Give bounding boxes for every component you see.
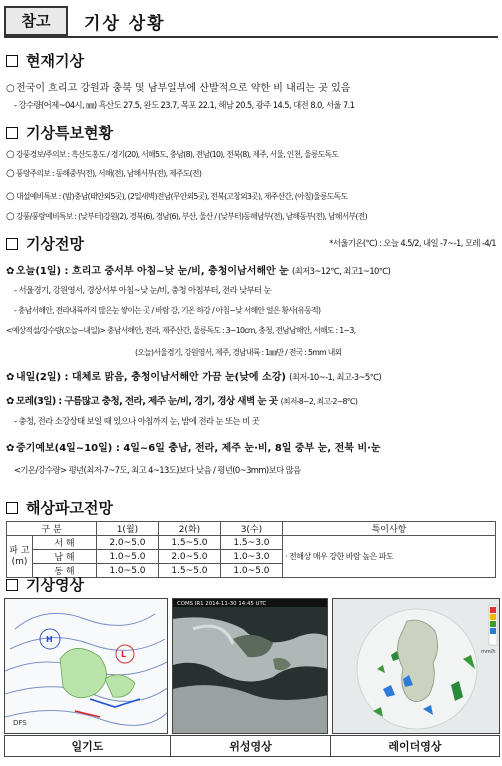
today-forecast-heading: ✿ 오늘(1일) : 흐리고 중서부 아침~낮 눈/비, 충청이남서해안 눈 (최저3~12℃, 최고1~10℃) xyxy=(6,266,391,277)
circle-bullet-icon: ○ xyxy=(6,168,15,179)
tomorrow-forecast-heading: ✿ 내일(2일) : 대체로 맑음, 충청이남서해안 가끔 눈(낮에 소강) (최저-10~-1, 최고-3~5℃) xyxy=(6,372,382,383)
circle-bullet-icon: ○ xyxy=(6,191,15,202)
section-imagery xyxy=(6,574,84,595)
warning-item: ○ 풍랑주의보 : 동해중부(전), 서해(전), 남해서부(전), 제주도(전) xyxy=(6,168,202,179)
header-cell: 3(수) xyxy=(220,522,282,536)
section-title: 해상파고전망 xyxy=(26,499,113,517)
sea-name: 서 해 xyxy=(33,536,97,550)
section-title: 기상영상 xyxy=(26,576,84,594)
special-note: · 전해상 매우 강한 바람 높은 파도 xyxy=(282,536,495,578)
table-cell: 1.0~5.0 xyxy=(96,550,158,564)
table-cell: 1.5~3.0 xyxy=(220,536,282,550)
flower-bullet-icon: ✿ xyxy=(6,443,15,454)
section-forecast xyxy=(6,233,84,254)
rainfall-amounts: - 강수량(어제~04시, ㎜) 흑산도 27.5, 완도 23.7, 목포 22.1, 해남 20.5, 광주 14.5, 대전 8.0, 서울 7.1 xyxy=(14,100,355,110)
reference-tag: 참고 xyxy=(4,6,68,36)
circle-bullet-icon: ○ xyxy=(6,83,15,94)
section-title: 현재기상 xyxy=(26,52,84,70)
expected-snow-rain-cont: (오늘)서울경기, 강원영서, 제주, 경남내륙 : 1㎜만 / 전국 : 5mm 내외 xyxy=(135,348,342,357)
current-summary: ○전국이 흐리고 강원과 충북 및 남부일부에 산발적으로 약한 비 내리는 곳 있음 xyxy=(6,83,351,94)
caption-weather-chart: 일기도 xyxy=(5,736,171,757)
today-forecast-line: - 서울경기, 강원영서, 경상서부 아침~낮 눈/비, 충청 아침부터, 전라 낮부터 눈 xyxy=(14,285,272,295)
table-cell: 2.0~5.0 xyxy=(96,536,158,550)
section-warnings xyxy=(6,122,113,143)
svg-text:H: H xyxy=(46,635,53,644)
square-bullet-icon xyxy=(6,502,18,514)
seoul-temperature-note: *서울기온(℃) : 오늘 4.5/2, 내일 -7~-1, 모레 -4/1 xyxy=(329,238,496,248)
table-cell: 1.0~3.0 xyxy=(220,550,282,564)
today-forecast-line: - 충남서해안, 전라내륙까지 많은눈 쌓이는 곳 / 바람 강, 기온 하강 / 아침~낮 서해안 얼은 황사(유동적) xyxy=(14,306,321,315)
warning-item: ○ 강풍/풍랑예비특보 : (낮부터)강원(2), 경북(6), 경남(6), 부산, 울산 / (낮부터)동해남부(전), 남해동부(전), 남해서부(전) xyxy=(6,211,367,222)
flower-bullet-icon: ✿ xyxy=(6,396,15,407)
header-cell: 2(화) xyxy=(158,522,220,536)
page-title: 기상 상황 xyxy=(84,14,166,34)
row-label: 파 고 (m) xyxy=(7,536,33,578)
table-cell: 2.0~5.0 xyxy=(158,550,220,564)
radar-image xyxy=(332,598,500,734)
day3-forecast-line: - 충청, 전라 소강상태 보일 때 있으나 아침까지 눈, 밤에 전라 눈 또는 비 곳 xyxy=(14,416,260,426)
table-cell: 1.5~5.0 xyxy=(158,536,220,550)
satellite-image xyxy=(172,598,328,734)
circle-bullet-icon: ○ xyxy=(6,149,15,160)
week-forecast-heading: ✿ 중기예보(4일~10일) : 4일~6일 충남, 전라, 제주 눈·비, 8일 중부 눈, 전북 비·눈 xyxy=(6,443,381,454)
weather-chart-image xyxy=(4,598,168,734)
flower-bullet-icon: ✿ xyxy=(6,266,15,277)
header-cell: 구 분 xyxy=(7,522,97,536)
day3-forecast-heading: ✿ 모레(3일) : 구름많고 충청, 전라, 제주 눈/비, 경기, 경상 새벽 눈 곳 (최저-8~2, 최고-2~8℃) xyxy=(6,396,358,407)
header-cell: 특이사항 xyxy=(282,522,495,536)
table-cell: 1.0~5.0 xyxy=(220,564,282,578)
section-current xyxy=(6,50,84,71)
wave-height-table xyxy=(6,521,496,578)
svg-text:COMS IR1 2014-11-30 14:45 UTC: COMS IR1 2014-11-30 14:45 UTC xyxy=(177,601,267,607)
sea-name: 동 해 xyxy=(33,564,97,578)
circle-bullet-icon: ○ xyxy=(6,211,15,222)
section-title: 기상특보현황 xyxy=(26,124,113,142)
warning-item: ○ 대설예비특보 : (밤)충남(태안외5곳), (2일새벽)전남(무안외5곳), 전북(고창외3곳), 제주산간, (아침)울릉도독도 xyxy=(6,191,348,202)
caption-radar: 레이더영상 xyxy=(331,736,500,757)
square-bullet-icon xyxy=(6,238,18,250)
image-captions xyxy=(4,735,500,757)
svg-text:DFS: DFS xyxy=(13,719,27,727)
svg-text:L: L xyxy=(121,650,127,659)
expected-snow-rain: <예상적설/강수량(오늘~내일)> 충남서해안, 전라, 제주산간, 울릉독도 : 3~10cm, 충청, 전남남해안, 서해도 : 1~3, xyxy=(6,326,356,335)
table-cell: 1.5~5.0 xyxy=(158,564,220,578)
square-bullet-icon xyxy=(6,127,18,139)
flower-bullet-icon: ✿ xyxy=(6,372,15,383)
warning-item: ○ 강풍경보/주의보 : 흑산도홍도 / 경기(20), 서해5도, 충남(8), 전남(10), 전북(8), 제주, 서울, 인천, 울릉도독도 xyxy=(6,149,339,160)
table-cell: 1.0~5.0 xyxy=(96,564,158,578)
square-bullet-icon xyxy=(6,55,18,67)
week-forecast-line: <기온/강수량> 평년(최저-7~7도, 최고 4~13도)보다 낮음 / 평년(0~3mm)보다 많음 xyxy=(14,465,301,475)
sea-name: 남 해 xyxy=(33,550,97,564)
header-divider xyxy=(4,36,498,38)
section-title: 기상전망 xyxy=(26,235,84,253)
caption-satellite: 위성영상 xyxy=(171,736,331,757)
section-marine xyxy=(6,497,113,518)
svg-text:mm/h: mm/h xyxy=(481,649,496,655)
page-header xyxy=(4,6,498,38)
table-header-row xyxy=(7,522,496,536)
square-bullet-icon xyxy=(6,579,18,591)
header-cell: 1(월) xyxy=(96,522,158,536)
table-row xyxy=(7,536,496,550)
